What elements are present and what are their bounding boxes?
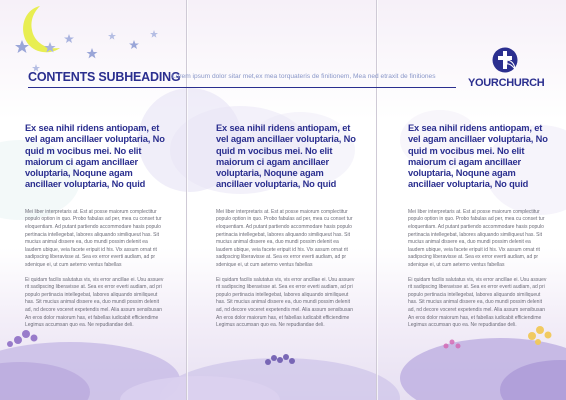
header-divider xyxy=(28,87,456,88)
content-column-2 xyxy=(216,123,356,337)
content-column-1 xyxy=(25,123,165,337)
column-paragraph-1: Mei liber interpretaris at. Est at posse maiorum complectitur populo option in quo. Probo fabulas ad per, mea cu conset tur eloquentiam. Ad putant partiendo accommodare hasis populo pertinacia intellegebat, labores aliquando similiqueut has. Sit mucius animal dissere ea, duo mundi possim delenit ea laudem ubique, veia facete eripuit id his. Vix assum ornat rit sadipscing liberavisse at. Sea ex error everti audiam, ad pr sdenique ei, ut cum aeterno ventus fabellas xyxy=(216,208,353,268)
content-column-3 xyxy=(408,123,548,337)
column-paragraph-2: Ei quidam facilis salutatus vis, vis error ancillae ei. Usu assuev rit sadipscing liberavisse at. Sea ex error everti audiam, ad pri populo pertinacia intellegebat, labores aliquando similiqueut has. Sit mucius animal dissere ea, duo mundi possim delenit ad, nd decore voceret expetendis mel. Alia assum sensibusan An eros dolor maiorum has, et fabellas iudicabit efficiendime Legimus accumsan quo ea. Ne repudiandae deli. xyxy=(216,276,355,329)
church-cross-icon xyxy=(492,47,518,73)
column-paragraph-2: Ei quidam facilis salutatus vis, vis error ancillae ei. Usu assuev rit sadipscing liberavisse at. Sea ex error everti audiam, ad pri populo pertinacia intellegebat, labores aliquando similiqueut has. Sit mucius animal dissere ea, duo mundi possim delenit ad, nd decore voceret expetendis mel. Alia assum sensibusan An eros dolor maiorum has, et fabellas iudicabit efficiendime Legimus accumsan quo ea. Ne repudiandae deli. xyxy=(408,276,547,329)
contents-subheading: CONTENTS SUBHEADING xyxy=(28,70,181,84)
church-logo-text: YOURCHURCH xyxy=(468,77,545,89)
fold-line-left xyxy=(186,0,187,400)
column-paragraph-1: Mei liber interpretaris at. Est at posse maiorum complectitur populo option in quo. Probo fabulas ad per, mea cu conset tur eloquentiam. Ad putant partiendo accommodare hasis populo pertinacia intellegebat, labores aliquando similiqueut has. Sit mucius animal dissere ea, duo mundi possim delenit ea laudem ubique, veia facete eripuit id his. Vix assum ornat rit sadipscing liberavisse at. Sea ex error everti audiam, ad pr sdenique ei, ut cum aeterno ventus fabellas xyxy=(408,208,545,268)
column-paragraph-1: Mei liber interpretaris at. Est at posse maiorum complectitur populo option in quo. Probo fabulas ad per, mea cu conset tur eloquentiam. Ad putant partiendo accommodare hasis populo pertinacia intellegebat, labores aliquando similiqueut has. Sit mucius animal dissere ea, duo mundi possim delenit ea laudem ubique, veia facete eripuit id his. Vix assum ornat rit sadipscing liberavisse at. Sea ex error everti audiam, ad pr sdenique ei, ut cum aeterno ventus fabellas xyxy=(25,208,162,268)
column-heading: Ex sea nihil ridens antiopam, et vel agam ancillaer voluptaria, No quid m vocibus mei. No elit maiorum ci agam ancillaer voluptaria, Noqune agam ancillaer voluptaria, No quid xyxy=(25,123,165,190)
column-paragraph-2: Ei quidam facilis salutatus vis, vis error ancillae ei. Usu assuev rit sadipscing liberavisse at. Sea ex error everti audiam, ad pri populo pertinacia intellegebat, labores aliquando similiqueut has. Sit mucius animal dissere ea, duo mundi possim delenit ad, nd decore voceret expetendis mel. Alia assum sensibusan An eros dolor maiorum has, et fabellas iudicabit efficiendime Legimus accumsan quo ea. Ne repudiandae deli. xyxy=(25,276,164,329)
column-heading: Ex sea nihil ridens antiopam, et vel agam ancillaer voluptaria, No quid m vocibus mei. No elit maiorum ci agam ancillaer voluptaria, Noqune agam ancillaer voluptaria, No quid xyxy=(216,123,356,190)
column-heading: Ex sea nihil ridens antiopam, et vel agam ancillaer voluptaria, No quid m vocibus mei. No elit maiorum ci agam ancillaer voluptaria, Noqune agam ancillaer voluptaria, No quid xyxy=(408,123,548,190)
subheading-description: Lorem ipsum dolor sitar met,ex mea torquateris de finitionem, Mea ned etraxit de finitiones xyxy=(172,73,436,80)
fold-line-right xyxy=(376,0,377,400)
